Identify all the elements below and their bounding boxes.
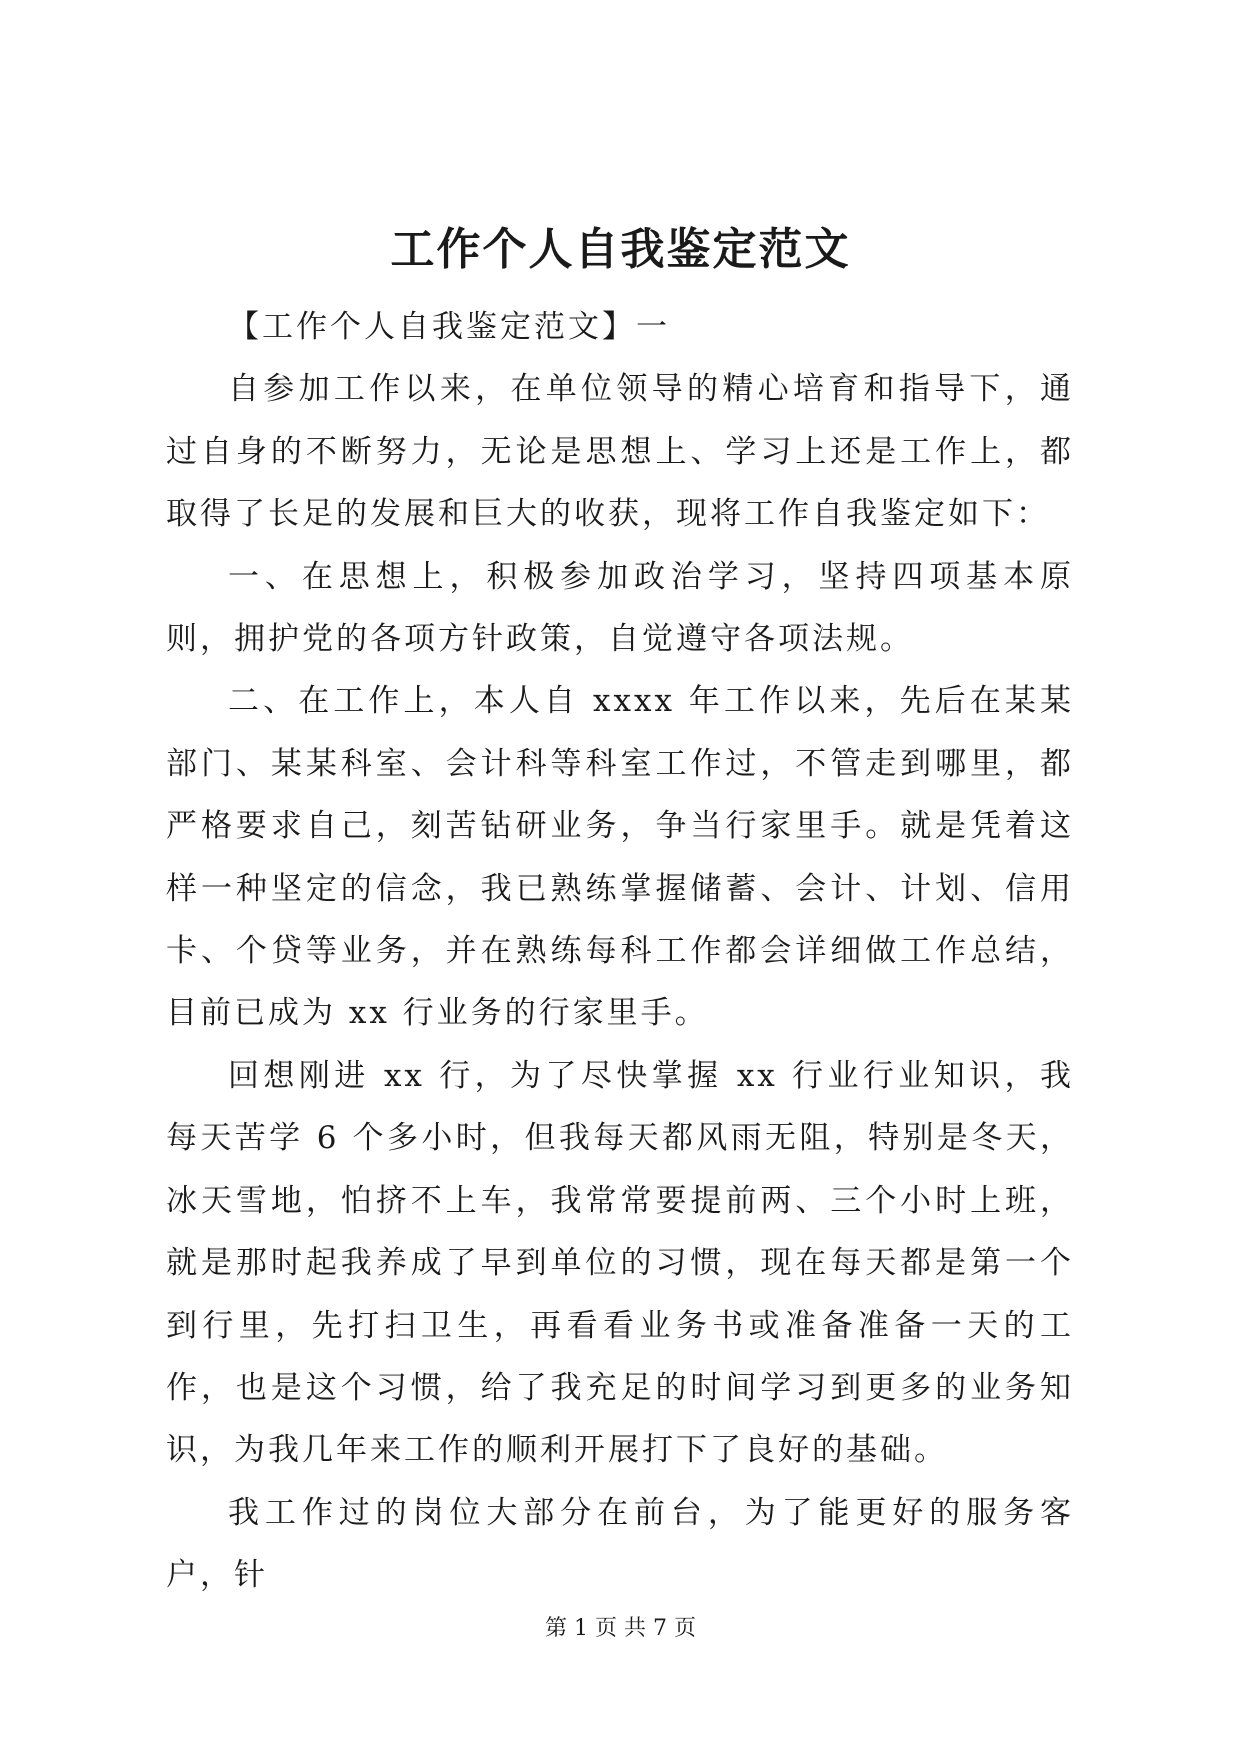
document-body [166,296,1074,1607]
paragraph-intro: 自参加工作以来，在单位领导的精心培育和指导下，通过自身的不断努力，无论是思想上、学习上还是工作上，都取得了长足的发展和巨大的收获，现将工作自我鉴定如下： [166,371,1074,533]
paragraph-work: 二、在工作上，本人自 xxxx 年工作以来，先后在某某部门、某某科室、会计科等科室工作过，不管走到哪里，都严格要求自己，刻苦钻研业务，争当行家里手。就是凭着这样一种坚定的信念，我已熟练掌握储蓄、会计、计划、信用卡、个贷等业务，并在熟练每科工作都会详细做工作总结，目前已成为 xx 行业务的行家里手。 [166,683,1074,1032]
page-footer: 第 1 页 共 7 页 [545,1616,696,1641]
document-title: 工作个人自我鉴定范文 [390,224,851,275]
paragraph-thought: 一、在思想上，积极参加政治学习，坚持四项基本原则，拥护党的各项方针政策，自觉遵守各项法规。 [166,558,1074,658]
paragraph-recall: 回想刚进 xx 行，为了尽快掌握 xx 行业行业知识，我每天苦学 6 个多小时，但我每天都风雨无阻，特别是冬天，冰天雪地，怕挤不上车，我常常要提前两、三个小时上班，就是那时起我养成了早到单位的习惯，现在每天都是第一个到行里，先打扫卫生，再看看业务书或准备准备一天的工作，也是这个习惯，给了我充足的时间学习到更多的业务知识，为我几年来工作的顺利开展打下了良好的基础。 [166,1057,1074,1469]
section-heading: 【工作个人自我鉴定范文】一 [228,309,670,345]
paragraph-frontdesk: 我工作过的岗位大部分在前台，为了能更好的服务客户，针 [166,1494,1074,1594]
